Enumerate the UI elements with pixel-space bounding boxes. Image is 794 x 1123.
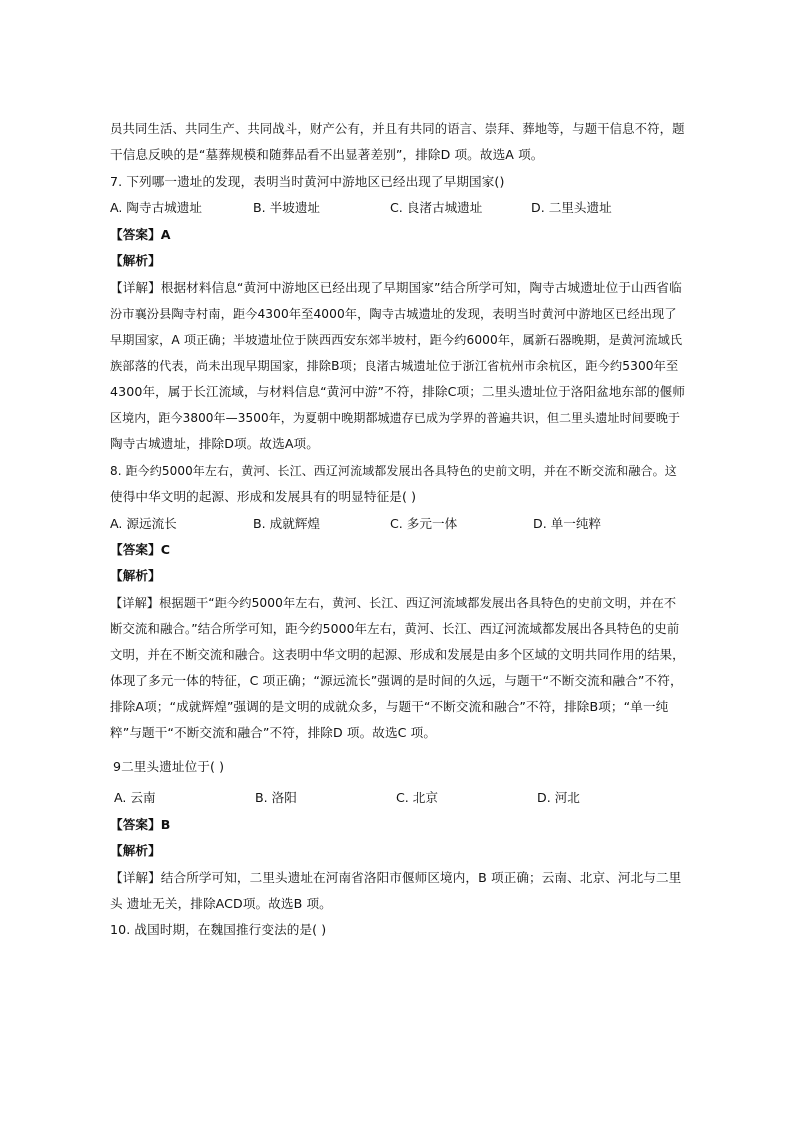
analysis-label: 【解析】 xyxy=(110,253,161,268)
detail-line: 排除A项；“成就辉煌”强调的是文明的成就众多，与题干“不断交流和融合”不符，排除B项；“单一纯 xyxy=(110,699,669,714)
question-10-stem: 10. 战国时期，在魏国推行变法的是( ) xyxy=(110,922,327,937)
analysis-label: 【解析】 xyxy=(110,843,161,858)
question-8-options xyxy=(110,515,684,533)
question-9-stem: 9二里头遗址位于( ) xyxy=(113,759,225,774)
detail-line: 断交流和融合。”结合所学可知，距今约5000年左右，黄河、长江、西辽河流域都发展出各具特色的史前 xyxy=(110,621,680,636)
detail-line: 汾市襄汾县陶寺村南，距今4300年至4000年，陶寺古城遗址的发现，表明当时黄河中游地区已经出现了 xyxy=(110,307,677,321)
option-b: B. 洛阳 xyxy=(255,790,297,805)
option-a: A. 陶寺古城遗址 xyxy=(110,200,202,215)
detail-line: 区境内，距今3800年—3500年，为夏朝中晚期都城遗存已成为学界的普遍共识，但二里头遗址时间要晚于 xyxy=(110,411,681,425)
detail-line: 文明，并在不断交流和融合。这表明中华文明的起源、形成和发展是由多个区域的文明共同作用的结果， xyxy=(110,647,685,662)
detail-line: 头 遗址无关，排除ACD项。故选B 项。 xyxy=(110,896,332,911)
option-d: D. 二里头遗址 xyxy=(531,200,612,215)
answer-label: 【答案】C xyxy=(110,542,171,557)
detail-line: 粹”与题干“不断交流和融合”不符，排除D 项。故选C 项。 xyxy=(110,725,437,740)
question-8-stem-line-1: 8. 距今约5000年左右，黄河、长江、西辽河流域都发展出各具特色的史前文明，并在不断交流和融合。这 xyxy=(110,464,677,478)
detail-line: 【详解】根据题干“距今约5000年左右，黄河、长江、西辽河流域都发展出各具特色的史前文明，并在不 xyxy=(110,596,677,610)
option-a: A. 源远流长 xyxy=(110,516,177,531)
option-a: A. 云南 xyxy=(114,790,156,805)
question-8-stem-line-2: 使得中华文明的起源、形成和发展具有的明显特征是( ) xyxy=(110,489,417,504)
detail-line: 4300年，属于长江流域，与材料信息“黄河中游”不符，排除C项；二里头遗址位于洛阳盆地东部的偃师 xyxy=(110,384,686,399)
detail-line: 【详解】结合所学可知，二里头遗址在河南省洛阳市偃师区境内，B 项正确；云南、北京、河北与二里 xyxy=(110,870,682,885)
option-d: D. 河北 xyxy=(537,790,580,805)
detail-line: 陶寺古城遗址，排除D项。故选A项。 xyxy=(110,436,319,451)
analysis-label: 【解析】 xyxy=(110,568,161,583)
option-c: C. 北京 xyxy=(396,790,438,805)
option-d: D. 单一纯粹 xyxy=(533,516,602,531)
intro-line-1: 员共同生活、共同生产、共同战斗，财产公有，并且有共同的语言、崇拜、葬地等，与题干信息不符，题 xyxy=(110,121,685,136)
detail-line: 【详解】根据材料信息“黄河中游地区已经出现了早期国家”结合所学可知，陶寺古城遗址位于山西省临 xyxy=(110,280,682,295)
option-c: C. 多元一体 xyxy=(390,516,458,531)
question-9-options xyxy=(114,789,688,807)
detail-line: 早期国家，A 项正确；半坡遗址位于陕西西安东郊半坡村，距今约6000年，属新石器晚期，是黄河流域氏 xyxy=(110,333,683,347)
intro-line-2: 干信息反映的是“墓葬规模和随葬品看不出显著差别”，排除D 项。故选A 项。 xyxy=(110,147,544,162)
detail-line: 族部落的代表，尚未出现早期国家，排除B项；良渚古城遗址位于浙江省杭州市余杭区，距今约5300年至 xyxy=(110,359,679,373)
answer-label: 【答案】B xyxy=(110,817,171,832)
option-c: C. 良渚古城遗址 xyxy=(390,200,483,215)
answer-label: 【答案】A xyxy=(110,227,171,242)
question-7-options xyxy=(110,199,684,217)
option-b: B. 半坡遗址 xyxy=(253,200,321,215)
option-b: B. 成就辉煌 xyxy=(253,516,321,531)
detail-line: 体现了多元一体的特征，C 项正确；“源远流长”强调的是时间的久远，与题干“不断交流和融合”不符， xyxy=(110,673,683,688)
question-7-stem: 7. 下列哪一遗址的发现，表明当时黄河中游地区已经出现了早期国家() xyxy=(110,174,505,189)
